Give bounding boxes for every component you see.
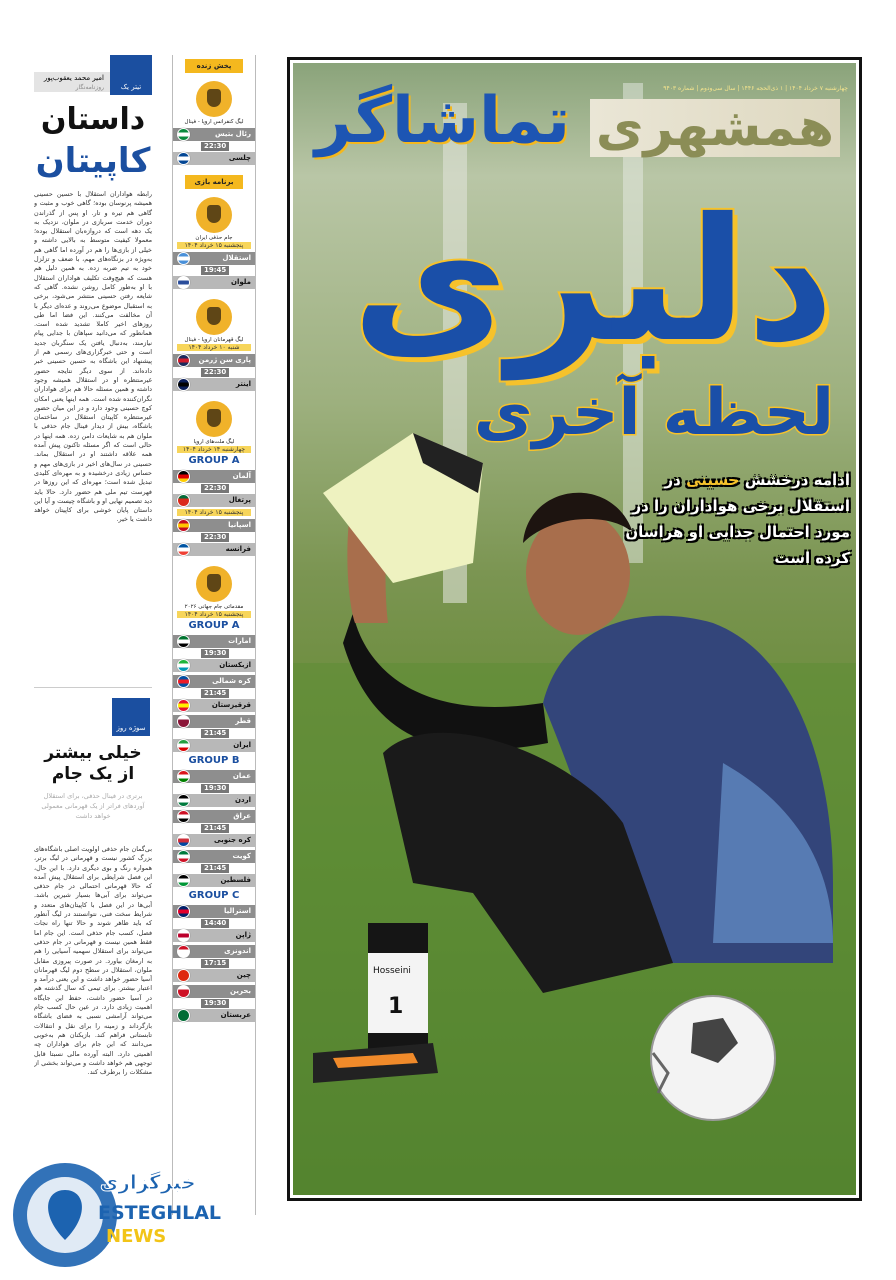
schedule-section: [173, 175, 255, 289]
away-team: عربستان: [220, 1011, 251, 1019]
article-body: رابطه هواداران استقلال با حسین حسینی همیشه پرنوسان بوده؛ گاهی خوب و مثبت و گاهی هم تیره و تار. او پس از گذراندن دوران خدمت سربازی در ملوان، نزدیک به یک دهه است که دروازه‌بان استقلال بوده؛ معمولا کیفیت متوسط به بالایی داشته و خیلی از بازی‌ها را هم در آورده اما گاهی هم به‌ویژه در بزنگاه‌های مهم، با ضعف و تزلزل خود به تیم ضربه زده. به همین دلیل هم هست که هیچ‌وقت تکلیف هواداران استقلال با او به‌طور کامل روشن نشده. گاهی که شایعه رفتن حسینی منتشر می‌شود، برخی به استقبال موضوع می‌روند و عده‌ای دیگر با آن مخالفت می‌کنند. این فضا اما طی روزهای اخیر کاملا تشدید شده است. همانطور که می‌دانید سپاهان با جدایی پیام نیازمند، به‌دنبال یافتن یک سنگربان جدید است و حتی خبرگزاری‌های رسمی هم از پیشنهاد این باشگاه به حسین حسینی خبر داده‌اند. از سوی دیگر نتایجه حضور غیرمنتظره او در استقلال همیشه وجود داشته و همین مسئله حالا هم برای هواداران نگران‌کننده شده است. همه اینها یعنی امکان کوچ حسینی وجود دارد و در این میان حضور غیرمنتظره کاپیتان استقلال در ساختمان باشگاه، بیش از دیدار فینال جام حذفی با ملوان هم به شایعات دامن زده. همه اینها در حالی است که اگر مسئله تاکنون پیش آمده همه علاقه داشتند او در استقلال بماند. حسینی در سال‌های اخیر در بازی‌های مهم و حساس زیادی درخشیده و به مهره‌ای کلیدی تبدیل شده است؛ مهره‌ای که این روزها در فهرست تیم ملی هم حضور دارد. حالا باید دید تصمیم نهایی او و باشگاه چیست و آیا این داستان پایان خوشی برای کاپیتان خواهد داشت یا خیر.: [34, 190, 152, 524]
watermark-line1: ESTEGHLAL: [98, 1202, 222, 1224]
subhead-text: در استقلال برخی هواداران را در مورد احتمال جدایی او هراسان کرده است: [625, 471, 850, 567]
schedule-section: [173, 299, 255, 391]
match-card[interactable]: [173, 769, 255, 807]
competition-name: مقدماتی جام جهانی ۲۰۲۶: [184, 604, 244, 610]
match-card[interactable]: [173, 714, 255, 752]
sock-name: Hosseini: [373, 966, 411, 976]
home-team: قطر: [235, 717, 251, 725]
watermark-line2: NEWS: [106, 1226, 167, 1247]
match-time: 19:30: [201, 784, 229, 793]
cover-photo: [293, 63, 856, 1195]
match-time: 17:15: [201, 959, 229, 968]
home-team: عراق: [233, 812, 251, 820]
competition-name: لیگ ملت‌های اروپا: [193, 439, 235, 445]
author-role: روزنامه‌نگار: [75, 84, 104, 91]
match-date: پنجشنبه ۱۵ خرداد ۱۴۰۴: [177, 242, 251, 249]
author-box: [34, 72, 110, 92]
competition-name: جام حذفی ایران: [195, 235, 233, 241]
home-team: استرالیا: [223, 907, 251, 915]
home-team: رئال بتیس: [214, 130, 251, 138]
section-header: برنامه بازی: [185, 175, 243, 189]
article-body: بی‌گمان جام حذفی اولویت اصلی باشگاه‌های بزرگ کشور نیست و قهرمانی در لیگ برتر، همواره رنگ و بوی دیگری دارد. با این حال، این فصل شرایطی برای استقلال پیش آمده که حالا قهرمانی احتمالی در جام حذفی می‌تواند برای آبی‌ها بسیار شیرین باشد. آبی‌ها در این فصل با کاپیتان‌های متعدد و شرایط سخت فنی، نتوانستند در لیگ آنطور که باید ظاهر شوند و حالا تنها راه نجات فصل، کسب جام حذفی است. این جام اما فقط همین نیست و قهرمانی در جام حذفی می‌تواند برای استقلال سهمیه آسیایی را هم به ارمغان بیاورد. در صورت پیروزی مقابل ملوان، استقلال در سطح دوم لیگ قهرمانان آسیا حضور خواهد داشت و این یعنی درآمد و اعتبار بیشتر. برای تیمی که سال گذشته هم در آسیا حضور داشت، حفظ این جایگاه اهمیت زیادی دارد. در عین حال کسب جام می‌تواند آرامشی نسبی به فضای باشگاه بازگرداند و زمینه را برای نقل و انتقالات تابستانی فراهم کند. بازیکنان هم به‌خوبی می‌دانند که این جام برای هواداران چه اهمیتی دارد. البته آورده مالی نسبتا قابل توجهی هم خواهد داشت و می‌تواند بخشی از مشکلات را برطرف کند.: [34, 845, 152, 1077]
match-card[interactable]: [173, 353, 255, 391]
match-time: 19:30: [201, 999, 229, 1008]
away-team: فلسطین: [220, 876, 251, 884]
group-label: GROUP C: [188, 890, 240, 901]
main-headline: دلبری: [351, 182, 834, 380]
nations-league-logo: [196, 401, 232, 437]
match-card[interactable]: [173, 904, 255, 942]
article-title-line1: داستان: [40, 102, 146, 137]
away-team: چین: [236, 971, 251, 979]
match-time: 21:45: [201, 729, 229, 738]
watermark-persian: خبرگزاری: [100, 1170, 196, 1194]
away-team: چلسی: [228, 154, 251, 162]
match-time: 21:45: [201, 864, 229, 873]
home-team: آلمان: [232, 472, 251, 480]
match-time: 22:30: [201, 533, 229, 542]
champions-league-logo: [196, 299, 232, 335]
group-label: GROUP B: [188, 755, 240, 766]
match-time: 19:45: [201, 266, 229, 275]
esteghlal-news-watermark: [10, 1160, 222, 1270]
world-cup-2026-logo: [196, 566, 232, 602]
group-label: GROUP A: [188, 620, 240, 631]
match-time: 21:45: [201, 824, 229, 833]
subhead-text: ادامه درخشش: [739, 471, 850, 489]
match-card[interactable]: [173, 634, 255, 672]
competition-name: لیگ قهرمانان اروپا - فینال: [184, 337, 244, 343]
home-team: اسپانیا: [228, 521, 251, 529]
left-column: [34, 55, 152, 1215]
schedule-section: [173, 401, 255, 556]
away-team: فرانسه: [225, 545, 251, 553]
match-time: 14:40: [201, 919, 229, 928]
home-team: بحرین: [230, 987, 251, 995]
away-team: ژاپن: [235, 931, 251, 939]
conference-league-logo: [196, 81, 232, 117]
away-team: کره جنوبی: [214, 836, 251, 844]
group-label: GROUP A: [188, 455, 240, 466]
cover-frame: [287, 57, 862, 1201]
away-team: ملوان: [231, 278, 251, 286]
match-card[interactable]: [173, 674, 255, 712]
article-title-line2: کاپیتان: [35, 141, 151, 181]
home-team: عمان: [232, 772, 251, 780]
article-title: خیلی بیشتر از یک جام: [44, 743, 142, 784]
match-card[interactable]: [173, 849, 255, 887]
schedule-section: [173, 59, 255, 165]
schedule-section: [173, 566, 255, 1022]
article-tag: سوژه روز: [112, 698, 150, 736]
home-team: امارات: [228, 637, 251, 645]
divider: [34, 687, 152, 688]
author-name: امیر محمد یعقوب‌پور: [43, 74, 104, 82]
hazfi-cup-logo: [196, 197, 232, 233]
match-card[interactable]: [173, 469, 255, 507]
away-team: ازبکستان: [219, 661, 251, 669]
home-team: کویت: [232, 852, 251, 860]
newspaper-logo: همشهری: [590, 99, 840, 157]
match-time: 21:45: [201, 689, 229, 698]
match-card[interactable]: [173, 944, 255, 982]
match-card[interactable]: [173, 127, 255, 165]
subheadline: [610, 467, 850, 571]
match-date: پنجشنبه ۱۵ خرداد ۱۴۰۴: [177, 611, 251, 618]
section-header: پخش زنده: [185, 59, 243, 73]
competition-name: لیگ کنفرانس اروپا - فینال: [184, 119, 244, 125]
match-time: 22:30: [201, 484, 229, 493]
match-time: 19:30: [201, 649, 229, 658]
home-team: استقلال: [222, 254, 251, 262]
away-team: ایران: [233, 741, 251, 749]
headline-secondary: لحظه آخری: [473, 376, 834, 450]
match-time: 22:30: [201, 142, 229, 151]
match-schedule-column: [172, 55, 256, 1215]
subhead-highlight: حسینی: [686, 471, 740, 489]
away-team: پرتغال: [228, 496, 251, 504]
match-card[interactable]: [173, 809, 255, 847]
match-card[interactable]: [173, 251, 255, 289]
away-team: اینتر: [235, 380, 251, 388]
match-date: پنجشنبه ۱۵ خرداد ۱۴۰۴: [177, 509, 251, 516]
article-tag: تیتر یک: [110, 55, 152, 95]
match-card[interactable]: [173, 518, 255, 556]
article-lead: برتری در فینال حذفی، برای استقلال آوردهای فراتر از یک قهرمانی معمولی خواهد داشت: [41, 792, 145, 820]
match-date: چهارشنبه ۱۴ خرداد ۱۴۰۴: [177, 446, 251, 453]
match-date: شنبه ۱۰ خرداد ۱۴۰۴: [177, 344, 251, 351]
away-team: قرقیزستان: [211, 701, 251, 709]
match-card[interactable]: [173, 984, 255, 1022]
home-team: پاری سن ژرمن: [198, 356, 251, 364]
home-team: اندونزی: [224, 947, 251, 955]
away-team: اردن: [235, 796, 251, 804]
supplement-logo: تماشاگر: [315, 84, 570, 158]
sock-number: 1: [388, 994, 404, 1019]
home-team: کره شمالی: [212, 677, 251, 685]
dateline: چهارشنبه ۷ خرداد ۱۴۰۴ | ۱ ذی‌الحجه ۱۴۴۶ | سال سی‌ودوم | شماره ۹۴۰۳: [663, 85, 848, 92]
match-time: 22:30: [201, 368, 229, 377]
